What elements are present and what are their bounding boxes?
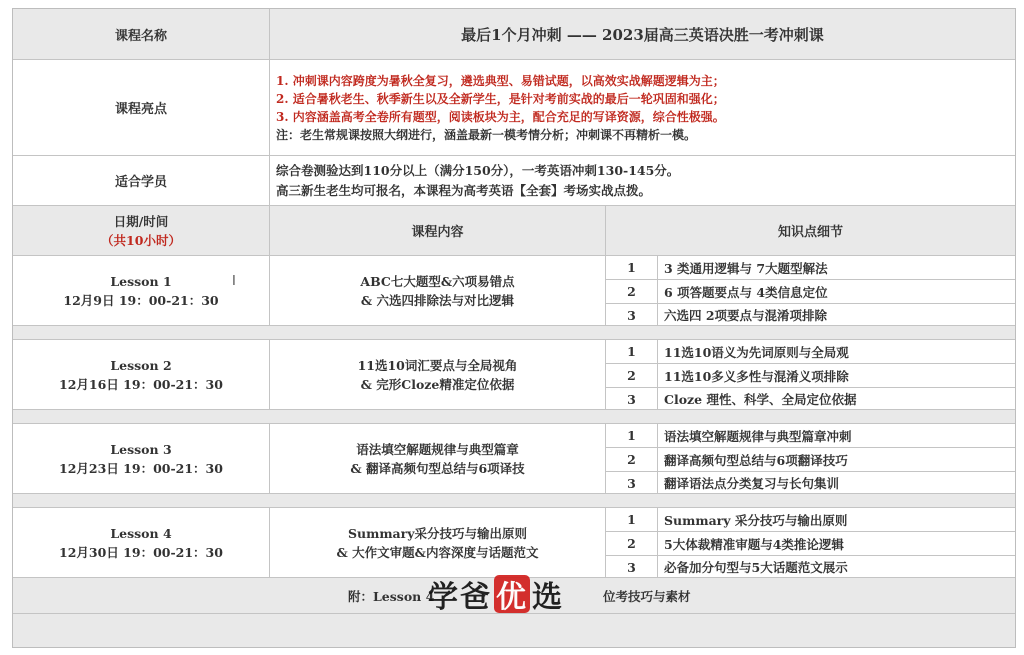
highlight-line-3: 3. 内容涵盖高考全卷所有题型，阅读板块为主，配合充足的写译资源，综合性极强。 [276,109,725,124]
knowledge-points [606,424,1015,493]
knowledge-point [606,256,1015,279]
column-header-row [13,205,1015,255]
lesson-name: Lesson 4 [110,525,172,541]
kp-text: 6 项答题要点与 4类信息定位 [664,284,828,300]
total-hours: （共10小时） [101,232,181,248]
kp-text: 必备加分句型与5大话题范文展示 [664,560,848,575]
kp-number: 1 [606,256,658,279]
highlight-line-1: 1. 冲刺课内容跨度为暑秋全复习，遴选典型、易错试题，以高效实战解题逻辑为主； [276,73,725,88]
eligibility-row [13,155,1015,205]
kp-text: 语法填空解题规律与典型篇章冲刺 [664,428,852,444]
datetime-header [13,206,270,255]
lesson-name: Lesson 2 [110,357,172,373]
kp-text: Summary 采分技巧与输出原则 [664,512,848,528]
kp-text: Cloze 理性、科学、全局定位依据 [664,392,857,407]
row-spacer [13,493,1015,507]
eligibility-line-2: 高三新生老生均可报名，本课程为高考英语【全套】考场实战点拨。 [276,182,652,198]
highlights-text [270,60,1015,155]
kp-text: 11选10语义为先词原则与全局观 [664,344,849,360]
kp-text: 5大体裁精准审题与4类推论逻辑 [664,536,844,552]
kp-number: 1 [606,424,658,447]
kp-text: 3 类通用逻辑与 7大题型解法 [664,260,828,276]
kp-number: 3 [606,472,658,494]
knowledge-point [606,363,1015,387]
kp-number: 2 [606,448,658,471]
knowledge-header: 知识点细节 [777,225,843,240]
kp-number: 3 [606,556,658,578]
lesson-content-line-1: Summary采分技巧与输出原则 [347,525,528,541]
lesson-content [270,256,606,325]
knowledge-point [606,447,1015,471]
knowledge-points [606,508,1015,577]
watermark-stamp: 优 [494,575,530,613]
knowledge-point [606,508,1015,531]
lesson-datetime [13,340,270,409]
course-schedule-table [12,8,1016,648]
eligibility-label: 适合学员 [13,156,270,205]
lesson-datetime [13,424,270,493]
header-row [13,9,1015,59]
lesson-content-line-1: ABC七大题型&六项易错点 [360,273,515,289]
text-cursor-icon: I [232,274,236,289]
kp-number: 1 [606,340,658,363]
lesson-content-line-2: & 六选四排除法与对比逻辑 [360,292,515,308]
highlights-label: 课程亮点 [13,60,270,155]
lesson-row [13,507,1015,577]
row-spacer [13,325,1015,339]
eligibility-line-1: 综合卷测验达到110分以上（满分150分），一考英语冲刺130-145分。 [276,162,680,178]
knowledge-point [606,555,1015,578]
knowledge-points [606,256,1015,325]
appendix-right: 位考技巧与素材 [603,588,691,604]
appendix-left: 附：Lesson 4 [348,588,435,604]
eligibility-text [270,156,1015,205]
highlights-row [13,59,1015,155]
lesson-name: Lesson 1 [110,273,172,289]
knowledge-point [606,531,1015,555]
lesson-row [13,339,1015,409]
lesson-content [270,508,606,577]
lesson-content-line-1: 语法填空解题规律与典型篇章 [356,441,519,457]
highlight-line-2: 2. 适合暑秋老生、秋季新生以及全新学生，是针对考前实战的最后一轮巩固和强化； [276,91,725,106]
lesson-time: 12月30日 19：00-21：30 [59,544,223,560]
lesson-row [13,423,1015,493]
lesson-time: 12月9日 19：00-21：30 [63,292,219,308]
knowledge-point [606,387,1015,410]
lesson-content-line-1: 11选10词汇要点与全局视角 [357,357,518,373]
lesson-datetime [13,508,270,577]
knowledge-point [606,424,1015,447]
kp-text: 六选四 2项要点与混淆项排除 [664,308,828,323]
watermark-text-2: 选 [532,580,564,615]
lesson-datetime [13,256,270,325]
lesson-content-line-2: & 翻译高频句型总结与6项译技 [350,460,525,476]
knowledge-point [606,279,1015,303]
content-header: 课程内容 [270,206,606,255]
kp-number: 3 [606,304,658,326]
lesson-content-line-2: & 完形Cloze精准定位依据 [360,376,515,392]
knowledge-point [606,471,1015,494]
lesson-content-line-2: & 大作文审题&内容深度与话题范文 [336,544,539,560]
lesson-content [270,340,606,409]
knowledge-point [606,340,1015,363]
kp-number: 1 [606,508,658,531]
watermark-logo [428,572,564,616]
lesson-row [13,255,1015,325]
bottom-spacer [13,613,1015,647]
kp-text: 11选10多义多性与混淆义项排除 [664,368,849,384]
lesson-time: 12月23日 19：00-21：30 [59,460,223,476]
watermark-text-1: 学爸 [428,580,492,615]
kp-number: 2 [606,532,658,555]
highlight-note: 注：老生常规课按照大纲进行，涵盖最新一模考情分析；冲刺课不再精析一模。 [276,127,697,142]
kp-number: 2 [606,280,658,303]
kp-text: 翻译高频句型总结与6项翻译技巧 [664,452,848,468]
kp-number: 3 [606,388,658,410]
kp-text: 翻译语法点分类复习与长句集训 [664,476,840,491]
knowledge-point [606,303,1015,326]
course-title: 最后1个月冲刺 —— 2023届高三英语决胜一考冲刺课 [461,25,824,44]
lesson-content [270,424,606,493]
lesson-name: Lesson 3 [110,441,172,457]
knowledge-points [606,340,1015,409]
course-name-label: 课程名称 [13,9,270,59]
kp-number: 2 [606,364,658,387]
datetime-label: 日期/时间 [113,213,169,229]
lesson-time: 12月16日 19：00-21：30 [59,376,223,392]
row-spacer [13,409,1015,423]
